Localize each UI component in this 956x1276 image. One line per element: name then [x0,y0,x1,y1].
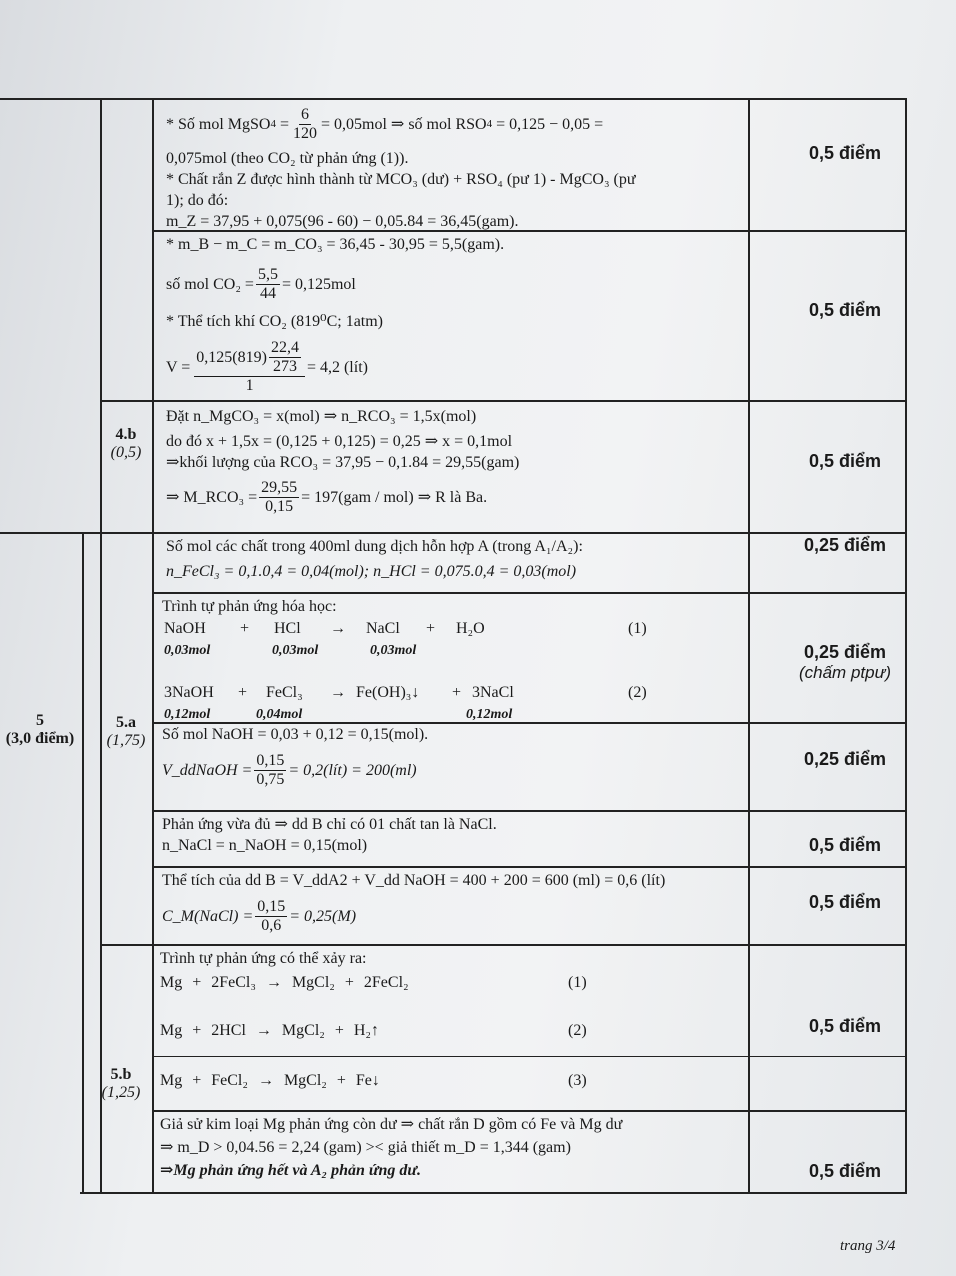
fraction-den: 0,75 [256,770,285,788]
product: 3NaCl [472,684,514,701]
operator: + [426,620,436,637]
mole-amount: 0,12mol [164,707,211,722]
text-line: = 0,125 − 0,05 = [496,115,604,133]
label-points: (1,75) [106,732,146,749]
sub-question-label [90,1066,152,1102]
block-naoh-volume [162,724,744,795]
table-border [152,810,907,812]
reaction: Mg + 2HCl → MgCl₂ + H₂↑ [160,1022,379,1039]
reaction-number: (2) [568,1022,587,1039]
question-label [0,712,86,748]
table-border [152,866,907,868]
table-border [80,1192,907,1194]
text-line: n_FeCl₃ = 0,1.0,4 = 0,04(mol); n_HCl = 0,075.0,4 = 0,03(mol) [166,563,577,580]
block-co2-volume [166,234,744,398]
text-line: Đặt n_MgCO₃ = x(mol) ⇒ n_RCO₃ = 1,5x(mol) [166,408,477,425]
text-line: Trình tự phản ứng hóa học: [162,598,337,615]
score-label: 0,25 điểm [803,535,887,555]
text-line: Giả sử kim loại Mg phản ứng còn dư ⇒ chất rắn D gồm có Fe và Mg dư [160,1116,623,1133]
text-line: m_Z = 37,95 + 0,075(96 - 60) − 0,05.84 = 36,45(gam). [166,213,519,230]
block-reactions-naoh [162,596,744,720]
label-text: 5.b [110,1066,132,1083]
score-label: 0,5 điểm [808,1016,882,1036]
mole-amount: 0,03mol [164,643,211,658]
product: H₂O [456,620,485,637]
label-text: 5.a [116,714,136,731]
text-line: ⇒Mg phản ứng hết và A₂ phản ứng dư. [160,1162,421,1179]
reactant: FeCl₃ [266,684,303,701]
text-line: = 0,2(lít) = 200(ml) [288,761,417,779]
arrow: → [330,620,346,637]
fraction-num: 0,15 [257,897,286,915]
block-rco3 [166,406,744,519]
fraction-num: 6 [301,105,309,123]
text-line: số mol CO₂ = [166,275,254,293]
score-label: 0,5 điểm [808,451,882,471]
table-border [100,98,102,1194]
mole-amount: 0,12mol [466,707,513,722]
sub-question-label [100,714,152,750]
fraction-num: 29,55 [261,478,298,496]
score-label: 0,25 điểm [803,749,887,769]
label-points: (0,5) [110,444,142,461]
text-line: ⇒khối lượng của RCO₃ = 37,95 − 0,1.84 = 29,55(gam) [166,454,520,471]
fraction-num: 0,125(819) [196,348,267,366]
fraction-den: 0,15 [265,497,294,515]
fraction-den: 273 [272,358,297,375]
arrow: → [330,684,346,701]
table-border [0,532,907,534]
score-label: 0,5 điểm [808,143,882,163]
label-points: (3,0 điểm) [5,730,75,747]
fraction-den: 0,6 [261,916,282,934]
reaction-number: (3) [568,1072,587,1089]
block-moles-a [166,536,744,582]
text-line: do đó x + 1,5x = (0,125 + 0,125) = 0,25 ⇒ x = 0,1mol [166,433,513,450]
reaction: Mg + FeCl₂ → MgCl₂ + Fe↓ [160,1072,380,1089]
text-line: * Số mol MgSO [166,115,271,133]
text-line: * Chất rắn Z được hình thành từ MCO₃ (dư) + RSO₄ (pư 1) - MgCO₃ (pư [166,171,636,188]
text-line: Thể tích của dd B = V_ddA2 + V_dd NaOH = 400 + 200 = 600 (ml) = 0,6 (lít) [162,872,666,889]
text-line: 1); do đó: [166,192,229,209]
text-line: = 0,125mol [281,275,356,293]
product: NaCl [366,620,400,637]
score-label: 0,5 điểm [808,892,882,912]
score-label: 0,5 điểm [808,300,882,320]
table-border [152,98,154,1194]
block-conclusion [160,1114,744,1181]
text-line: = 0,25(M) [289,907,357,925]
table-border [100,400,907,402]
fraction-num: 5,5 [257,265,278,283]
reaction-number: (2) [628,684,647,701]
text-line: ⇒ M_RCO₃ = [166,488,258,506]
text-line: n_NaCl = n_NaOH = 0,15(mol) [162,837,368,854]
reaction: Mg + 2FeCl₃ → MgCl₂ + 2FeCl₂ [160,974,409,991]
label-text: 4.b [115,426,137,443]
text-line: V = [166,358,191,376]
text-line: = 4,2 (lít) [306,358,368,376]
text-line: * Thể tích khí CO₂ (819⁰C; 1atm) [166,313,384,330]
fraction-den: 44 [259,284,276,302]
text-line: = 197(gam / mol) ⇒ R là Ba. [301,488,488,506]
reaction-number: (1) [628,620,647,637]
operator: + [452,684,462,701]
mole-amount: 0,03mol [370,643,417,658]
table-border [152,592,907,594]
block-concentration [162,870,744,941]
text-line: Số mol các chất trong 400ml dung dịch hỗn hợp A (trong A₁/A₂): [166,538,583,555]
text-line: V_ddNaOH = [162,761,253,779]
block-nacl [162,814,744,856]
score-text: 0,25 điểm [803,642,887,662]
text-line: C_M(NaCl) = [162,907,254,925]
text-line: Trình tự phản ứng có thể xảy ra: [160,950,367,967]
table-border [152,1110,907,1112]
label-text: 5 [36,712,44,729]
score-label: 0,5 điểm [808,1161,882,1181]
table-border [100,944,907,946]
reactant: HCl [274,620,301,637]
fraction-den: 120 [293,124,317,142]
product: Fe(OH)₃↓ [356,684,420,701]
page-number: trang 3/4 [840,1238,896,1254]
reactant: NaOH [164,620,206,637]
fraction-num: 22,4 [270,339,299,356]
block-mgso4: * Số mol MgSO 4 = $\frac{6}{120}$ = 0,05mol ⇒ số mol RSO 4 = 0,125 − 0,05 = 0,075mol (theo CO₂ từ phản ứng (1)). * Chất rắn Z được hình thành từ MCO₃ (dư) + RSO₄ (pư 1) - MgCO₃ (pư 1); do đó: m_Z = 37,95 + 0,075(96 - 60) − 0,05.84 = 36,45(gam). [166,100,744,232]
score-label: 0,5 điểm [808,835,882,855]
text-line: Phản ứng vừa đủ ⇒ dd B chỉ có 01 chất tan là NaCl. [162,816,497,833]
fraction-den: 1 [245,377,254,394]
text-line: ⇒ m_D > 0,04.56 = 2,24 (gam) >< giả thiết m_D = 1,344 (gam) [160,1139,571,1156]
block-mg-reactions [160,948,744,1108]
fraction-num: 0,15 [256,751,285,769]
reactant: 3NaOH [164,684,214,701]
text-line: = 0,05mol ⇒ số mol RSO [321,115,487,133]
text-line: * m_B − m_C = m_CO₃ = 36,45 - 30,95 = 5,5(gam). [166,236,505,253]
label-points: (1,25) [101,1084,141,1101]
operator: + [240,620,250,637]
score-note: (chấm ptpư) [798,663,892,682]
mole-amount: 0,04mol [256,707,303,722]
sub-question-label [100,426,152,462]
operator: + [238,684,248,701]
reaction-number: (1) [568,974,587,991]
score-label [750,642,940,683]
text-line: 0,075mol (theo CO₂ từ phản ứng (1)). [166,150,409,167]
text-line: Số mol NaOH = 0,03 + 0,12 = 0,15(mol). [162,726,429,743]
mole-amount: 0,03mol [272,643,319,658]
table-border [82,532,84,1194]
